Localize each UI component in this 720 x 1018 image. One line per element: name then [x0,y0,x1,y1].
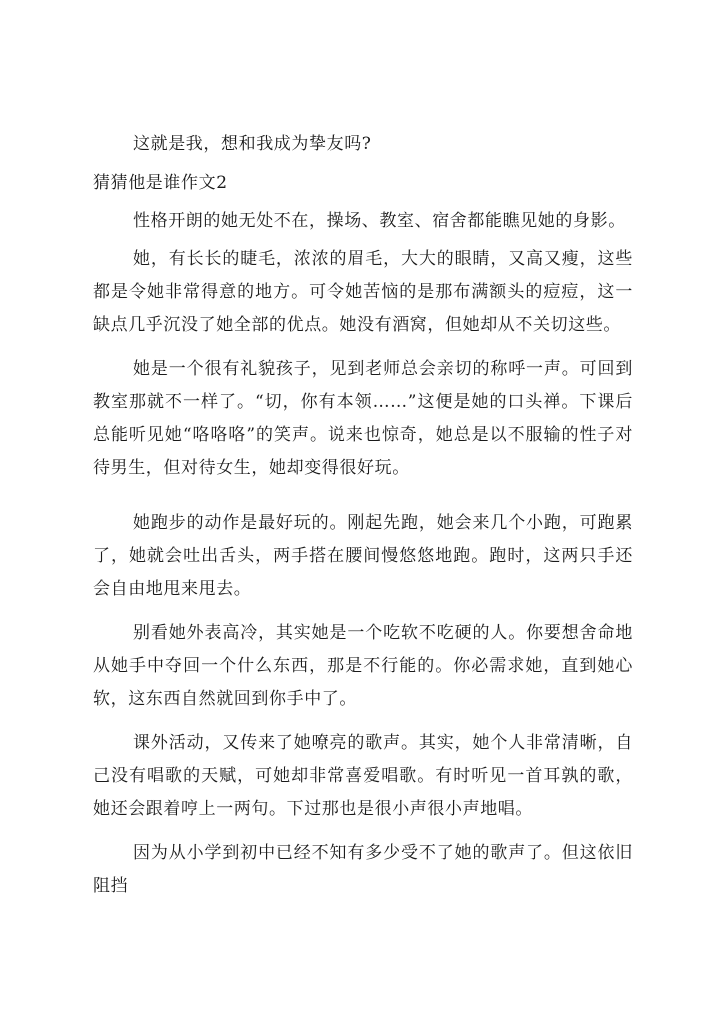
paragraph-running: 她跑步的动作是最好玩的。刚起先跑，她会来几个小跑，可跑累了，她就会吐出舌头，两手搭在腰间慢悠悠地跑。跑时，这两只手还会自由地甩来甩去。 [93,513,633,599]
paragraph-ending: 因为从小学到初中已经不知有多少受不了她的歌声了。但这依旧阻挡 [93,843,633,896]
paragraph-soft-heart: 别看她外表高冷，其实她是一个吃软不吃硬的人。你要想舍命地从她手中夺回一个什么东西，那是不行能的。你必需求她，直到她心软，这东西自然就回到你手中了。 [93,623,633,709]
paragraph-singing: 课外活动，又传来了她嘹亮的歌声。其实，她个人非常清晰，自己没有唱歌的天赋，可她却非常喜爱唱歌。有时听见一首耳孰的歌，她还会跟着哼上一两句。下过那也是很小声很小声地唱。 [93,733,633,819]
paragraph-intro: 性格开朗的她无处不在，操场、教室、宿舍都能瞧见她的身影。 [133,211,626,231]
paragraph-personality: 她是一个很有礼貌孩子，见到老师总会亲切的称呼一声。可回到教室那就不一样了。“切，你有本领……”这便是她的口头禅。下课后总能听见她“咯咯咯”的笑声。说来也惊奇，她总是以不服输的性子对待男生，但对待女生，她却变得很好玩。 [93,359,633,478]
essay-title: 猜猜他是谁作文2 [93,173,228,193]
paragraph-closing-line: 这就是我，想和我成为挚友吗? [133,134,372,154]
paragraph-appearance: 她，有长长的睫毛，浓浓的眉毛，大大的眼睛，又高又瘦，这些都是令她非常得意的地方。可令她苦恼的是那布满额头的痘痘，这一缺点几乎沉没了她全部的优点。她没有酒窝，但她却从不关切这些。 [93,249,633,335]
